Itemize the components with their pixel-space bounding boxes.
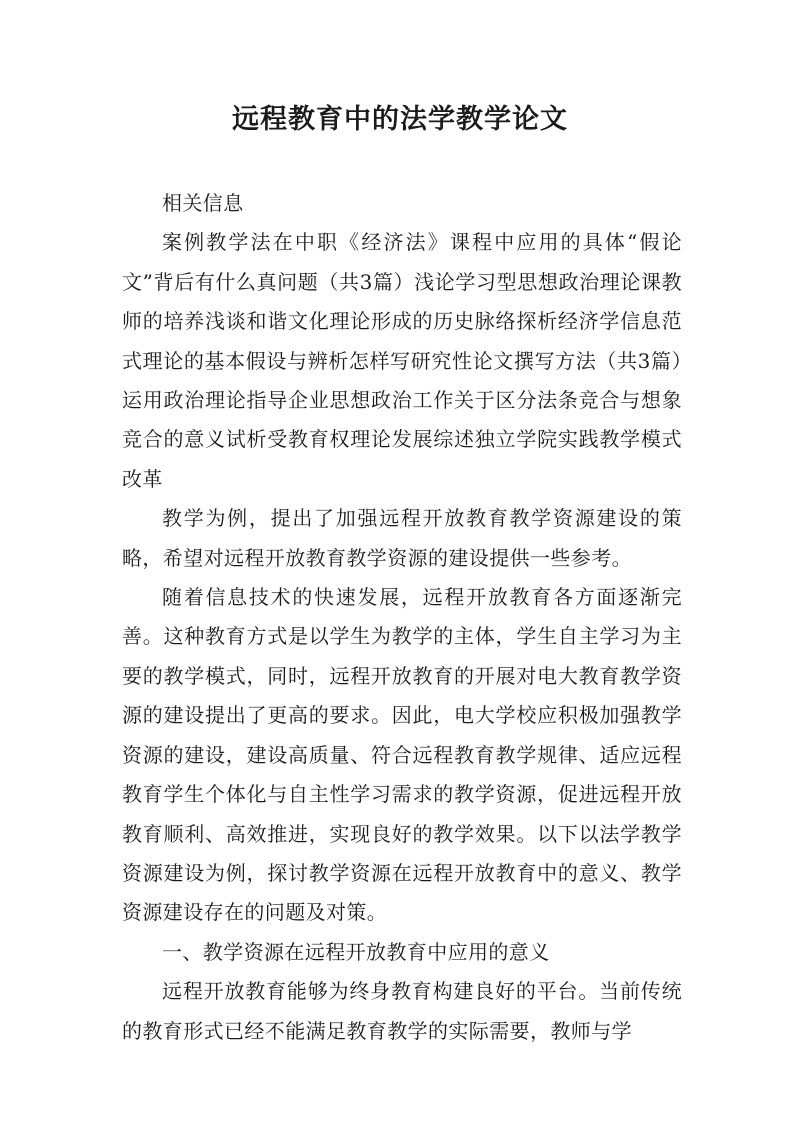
paragraph-background: 随着信息技术的快速发展，远程开放教育各方面逐渐完善。这种教育方式是以学生为教学的主体，学生自主学习为主要的教学模式，同时，远程开放教育的开展对电大教育教学资源的建设提出了更高的要求。因此，电大学校应积极加强教学资源的建设，建设高质量、符合远程教育教学规律、适应远程教育学生个体化与自主性学习需求的教学资源，促进远程开放教育顺利、高效推进，实现良好的教学效果。以下以法学教学资源建设为例，探讨教学资源在远程开放教育中的意义、教学资源建设存在的问题及对策。 xyxy=(122,585,682,925)
document-body xyxy=(122,184,682,1051)
paragraph-related-info-heading: 相关信息 xyxy=(162,191,244,215)
paragraph-section-1: 远程开放教育能够为终身教育构建良好的平台。当前传统的教育形式已经不能满足教育教学的实际需要，教师与学 xyxy=(122,979,682,1043)
document-title: 远程教育中的法学教学论文 xyxy=(232,104,568,135)
paragraph-intro: 教学为例，提出了加强远程开放教育教学资源建设的策略，希望对远程开放教育教学资源的建设提供一些参考。 xyxy=(122,506,682,570)
paragraph-related-articles: 案例教学法在中职《经济法》课程中应用的具体“假论文”背后有什么真问题（共3篇）浅论学习型思想政治理论课教师的培养浅谈和谐文化理论形成的历史脉络探析经济学信息范式理论的基本假设与辨析怎样写研究性论文撰写方法（共3篇）运用政治理论指导企业思想政治工作关于区分法条竞合与想象竞合的意义试析受教育权理论发展综述独立学院实践教学模式改革 xyxy=(122,230,682,491)
section-heading-1: 一、教学资源在远程开放教育中应用的意义 xyxy=(162,939,550,964)
